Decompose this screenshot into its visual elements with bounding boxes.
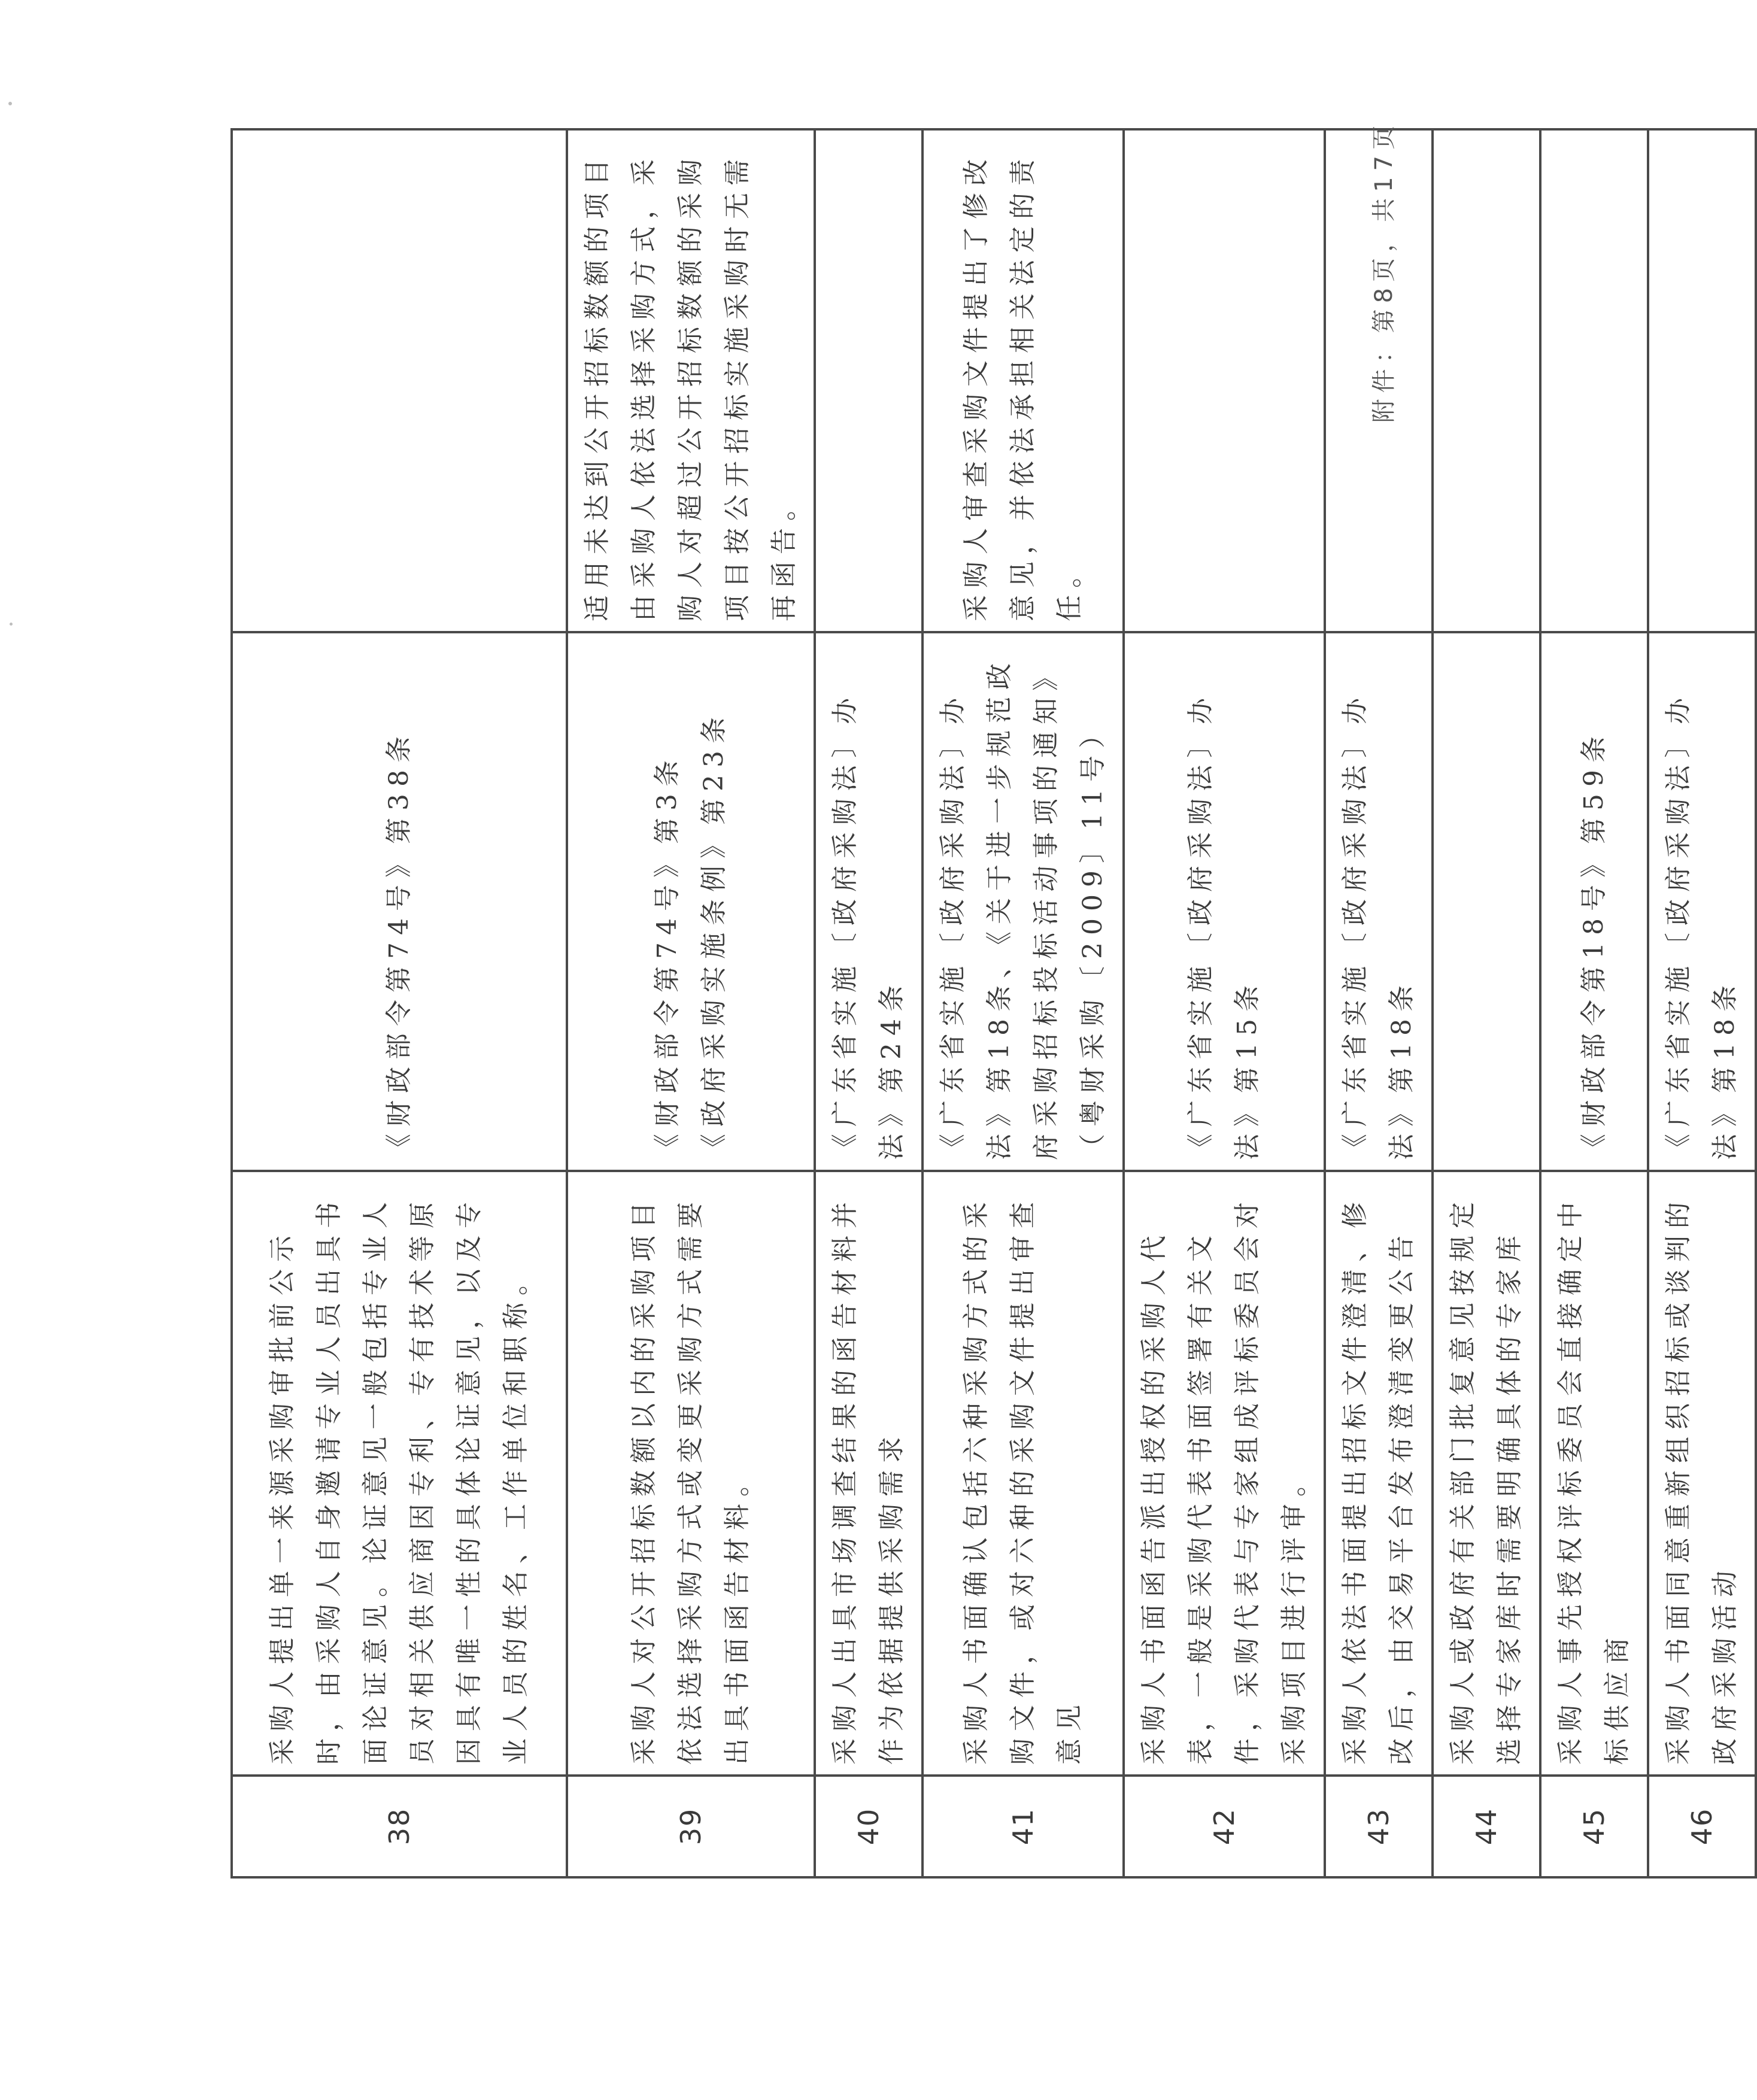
row-number: 42 bbox=[1124, 1776, 1325, 1877]
note-cell bbox=[1540, 129, 1648, 632]
row-number: 43 bbox=[1325, 1776, 1433, 1877]
basis-cell: 《财政部令第18号》第59条 bbox=[1540, 632, 1648, 1171]
basis-cell: 《广东省实施〔政府采购法〕办法》第15条 bbox=[1124, 632, 1325, 1171]
row-number: 38 bbox=[232, 1776, 567, 1877]
note-cell bbox=[1124, 129, 1325, 632]
matter-cell: 采购人书面同意重新组织招标或谈判的政府采购活动 bbox=[1648, 1171, 1756, 1776]
table-row bbox=[232, 129, 567, 1877]
matter-cell: 采购人事先授权评标委员会直接确定中标供应商 bbox=[1540, 1171, 1648, 1776]
note-cell bbox=[815, 129, 922, 632]
row-number: 40 bbox=[815, 1776, 922, 1877]
matter-cell: 采购人书面确认包括六种采购方式的采购文件，或对六种的采购文件提出审查意见 bbox=[922, 1171, 1124, 1776]
basis-cell bbox=[1433, 632, 1540, 1171]
basis-cell: 《财政部令第74号》第3条 《政府采购实施条例》第23条 bbox=[567, 632, 815, 1171]
note-cell: 采购人审查采购文件提出了修改意见，并依法承担相关法定的责任。 bbox=[922, 129, 1124, 632]
note-cell bbox=[232, 129, 567, 632]
page-footer: 附件：第8页，共17页 bbox=[1370, 120, 1398, 423]
table-row bbox=[922, 129, 1124, 1877]
table-row bbox=[1540, 129, 1648, 1877]
row-number: 44 bbox=[1433, 1776, 1540, 1877]
scan-speck bbox=[8, 102, 12, 105]
matter-cell: 采购人书面函告派出授权的采购人代表，一般是采购代表书面签署有关文件，采购代表与专家组成评标委员会对采购项目进行评审。 bbox=[1124, 1171, 1325, 1776]
row-number: 45 bbox=[1540, 1776, 1648, 1877]
table-row bbox=[567, 129, 815, 1877]
basis-cell: 《广东省实施〔政府采购法〕办法》第18条 bbox=[1325, 632, 1433, 1171]
matter-cell: 采购人或政府有关部门批复意见按规定选择专家库时需要明确具体的专家库 bbox=[1433, 1171, 1540, 1776]
table-row bbox=[1433, 129, 1540, 1877]
table-row bbox=[815, 129, 922, 1877]
row-number: 46 bbox=[1648, 1776, 1756, 1877]
scan-speck bbox=[10, 623, 13, 626]
matter-cell: 采购人对公开招标数额以内的采购项目依法选择采购方式或变更采购方式需要出具书面函告材料。 bbox=[567, 1171, 815, 1776]
basis-cell: 《广东省实施〔政府采购法〕办法》第24条 bbox=[815, 632, 922, 1171]
note-cell bbox=[1433, 129, 1540, 632]
procurement-table bbox=[230, 128, 1757, 1879]
row-number: 39 bbox=[567, 1776, 815, 1877]
matter-cell: 采购人出具市场调查结果的函告材料并作为依据提供采购需求 bbox=[815, 1171, 922, 1776]
basis-cell: 《广东省实施〔政府采购法〕办法》第18条、《关于进一步规范政府采购招标投标活动事项的通知》（粤财采购〔2009〕11号） bbox=[922, 632, 1124, 1171]
table-row bbox=[1648, 129, 1756, 1877]
table-row bbox=[1124, 129, 1325, 1877]
basis-cell: 《财政部令第74号》第38条 bbox=[232, 632, 567, 1171]
matter-cell: 采购人依法书面提出招标文件澄清、修改后，由交易平台发布澄清变更公告 bbox=[1325, 1171, 1433, 1776]
matter-cell: 采购人提出单一来源采购审批前公示时，由采购人自身邀请专业人员出具书面论证意见。论证意见一般包括专业人员对相关供应商因专利、专有技术等原因具有唯一性的具体论证意见，以及专业人员的姓名、工作单位和职称。 bbox=[232, 1171, 567, 1776]
row-number: 41 bbox=[922, 1776, 1124, 1877]
note-cell: 适用未达到公开招标数额的项目由采购人依法选择采购方式，采购人对超过公开招标数额的采购项目按公开招标实施采购时无需再函告。 bbox=[567, 129, 815, 632]
basis-cell: 《广东省实施〔政府采购法〕办法》第18条 bbox=[1648, 632, 1756, 1171]
note-cell bbox=[1648, 129, 1756, 632]
